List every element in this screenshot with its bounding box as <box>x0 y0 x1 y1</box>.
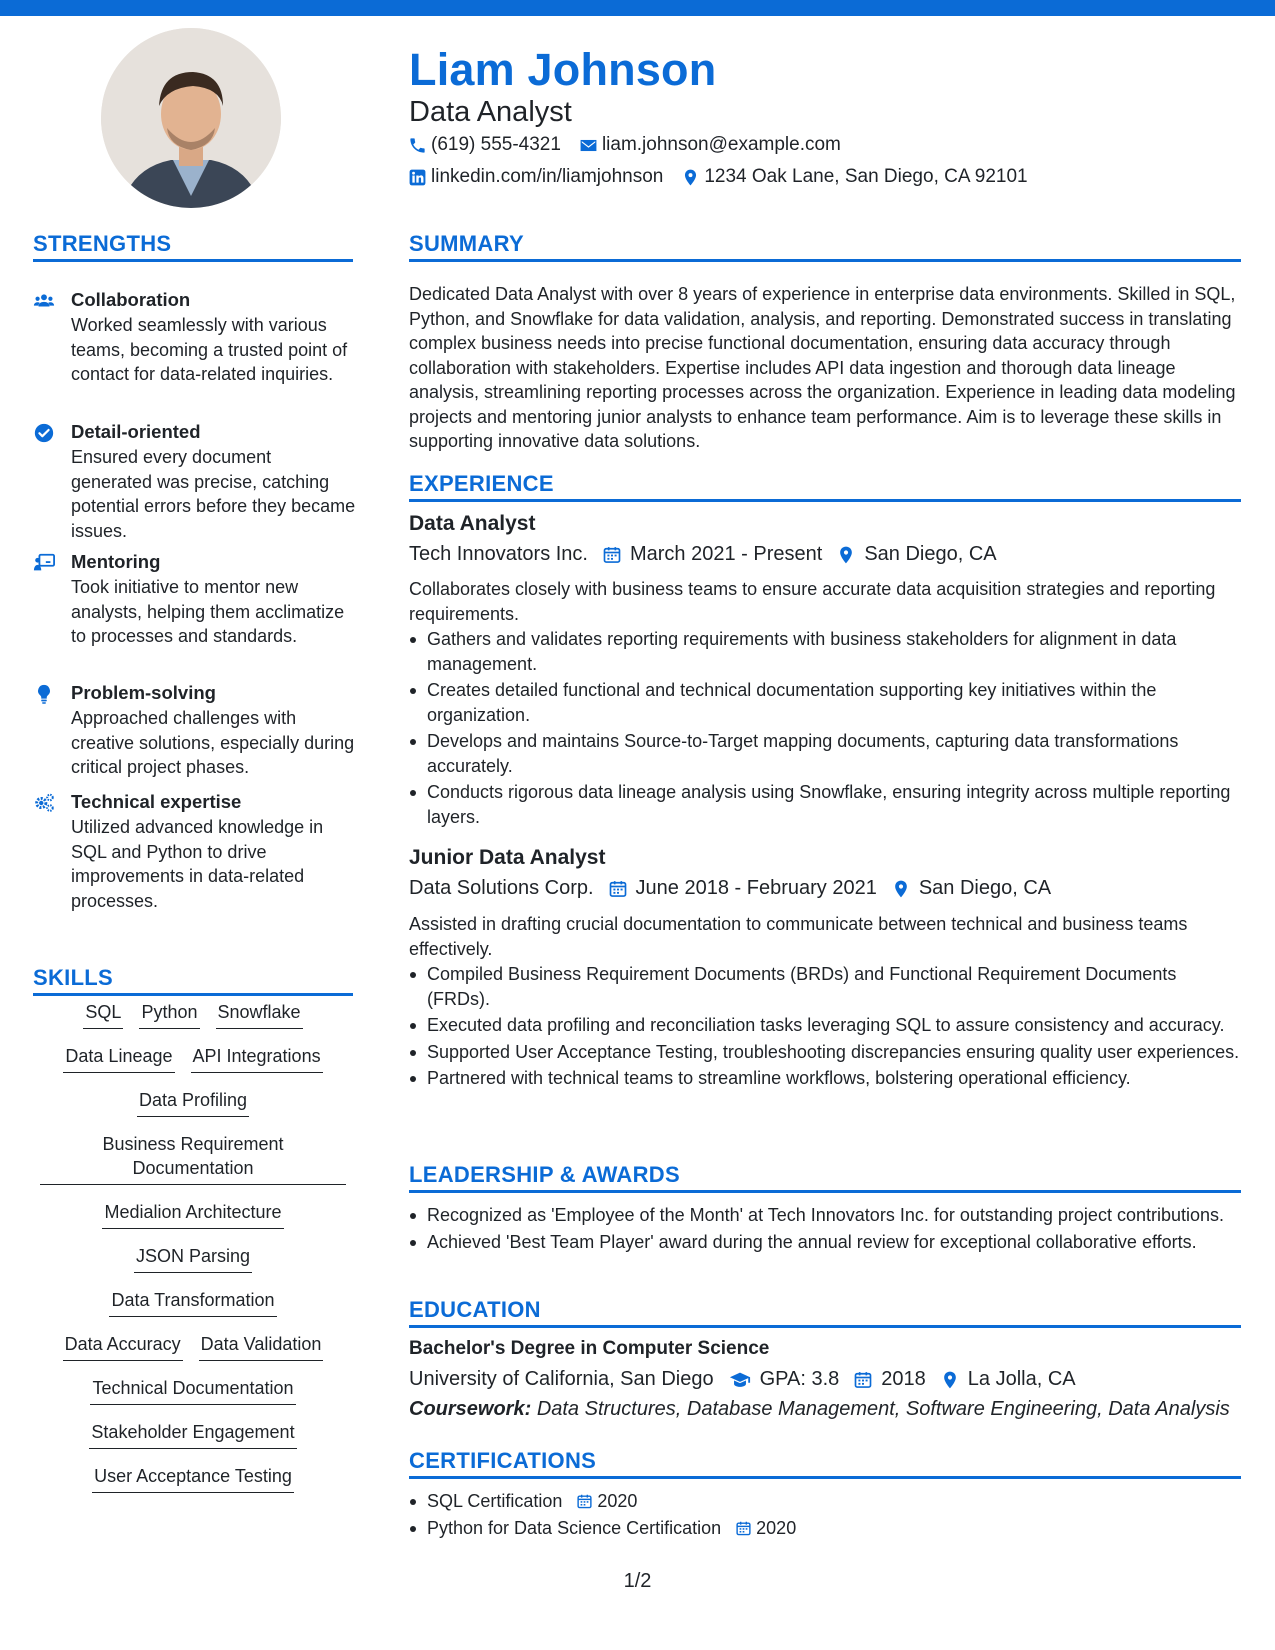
coursework-label: Coursework: <box>409 1398 532 1420</box>
strength-title: Detail-oriented <box>71 421 201 442</box>
strength-text: Took initiative to mentor new analysts, helping them acclimatize to processes and standards. <box>71 577 345 646</box>
company-name: Tech Innovators Inc. <box>409 543 588 565</box>
coursework-text: Data Structures, Database Management, Software Engineering, Data Analysis <box>536 1398 1230 1420</box>
job-bullets <box>409 627 1241 831</box>
list-item: Creates detailed functional and technical documentation supporting key initiatives within the organization. <box>409 678 1241 727</box>
calendar-icon <box>576 1493 593 1510</box>
cert-name: SQL Certification <box>427 1491 563 1511</box>
phone-icon <box>408 136 427 155</box>
address-text: 1234 Oak Lane, San Diego, CA 92101 <box>704 166 1028 187</box>
certifications-list <box>409 1488 796 1542</box>
job-description: Collaborates closely with business teams to ensure accurate data acquisition strategies and reporting requirements. <box>409 579 1216 624</box>
users-icon <box>33 290 55 312</box>
candidate-title: Data Analyst <box>409 96 572 128</box>
strength-text: Ensured every document generated was precise, catching potential errors before they became issues. <box>71 447 356 541</box>
job-bullets <box>409 962 1241 1093</box>
phone-item <box>408 134 561 156</box>
linkedin-icon <box>408 168 427 187</box>
job-meta <box>409 543 997 566</box>
address-item <box>681 166 1027 188</box>
summary-divider <box>409 259 1241 262</box>
leadership-heading: LEADERSHIP & AWARDS <box>409 1162 680 1187</box>
list-item: Executed data profiling and reconciliation tasks leveraging SQL to assure consistency and accuracy. <box>409 1013 1241 1038</box>
cert-year: 2020 <box>756 1518 797 1538</box>
list-item: Recognized as 'Employee of the Month' at Tech Innovators Inc. for outstanding project contributions. <box>409 1203 1241 1228</box>
calendar-icon <box>608 879 628 899</box>
email-text[interactable]: liam.johnson@example.com <box>601 134 841 155</box>
experience-divider <box>409 499 1241 502</box>
skill-tag: Data Accuracy <box>63 1332 183 1361</box>
location-pin-icon <box>940 1370 960 1390</box>
job-meta <box>409 877 1051 900</box>
job-location: San Diego, CA <box>918 877 1052 899</box>
skills-divider <box>33 993 353 996</box>
list-item: Supported User Acceptance Testing, troubleshooting discrepancies ensuring quality user experiences. <box>409 1040 1241 1065</box>
phone-text: (619) 555-4321 <box>431 134 561 155</box>
strength-title: Mentoring <box>71 551 161 572</box>
experience-heading: EXPERIENCE <box>409 471 554 496</box>
check-circle-icon <box>33 422 55 444</box>
contact-row-2 <box>408 166 1046 188</box>
cert-year: 2020 <box>597 1491 638 1511</box>
skills-heading: SKILLS <box>33 965 114 990</box>
location-pin-icon <box>681 168 700 187</box>
strength-title: Technical expertise <box>71 791 242 812</box>
certifications-divider <box>409 1476 1241 1479</box>
strengths-divider <box>33 259 353 262</box>
calendar-icon <box>735 1520 752 1537</box>
linkedin-text[interactable]: linkedin.com/in/liamjohnson <box>431 166 664 187</box>
skill-tag: Python <box>139 1000 199 1029</box>
leadership-list <box>409 1203 1241 1256</box>
candidate-name: Liam Johnson <box>409 44 717 95</box>
skill-tag: Business Requirement Documentation <box>40 1132 346 1185</box>
job-location: San Diego, CA <box>864 543 997 565</box>
summary-heading: SUMMARY <box>409 231 524 256</box>
skill-tag: Data Profiling <box>137 1088 249 1117</box>
email-icon <box>579 136 598 155</box>
skill-tag: API Integrations <box>191 1044 323 1073</box>
teacher-icon <box>33 552 55 574</box>
list-item: Gathers and validates reporting requirements with business stakeholders for alignment in data management. <box>409 627 1241 676</box>
list-item: Develops and maintains Source-to-Target mapping documents, capturing data transformations accurately. <box>409 729 1241 778</box>
gears-icon <box>33 792 55 814</box>
school-name: University of California, San Diego <box>409 1368 714 1390</box>
location-pin-icon <box>836 545 856 565</box>
skill-tag: Technical Documentation <box>90 1376 295 1405</box>
strength-title: Collaboration <box>71 289 191 310</box>
job-title: Junior Data Analyst <box>409 846 606 869</box>
skill-tag: Data Lineage <box>63 1044 174 1073</box>
strength-title: Problem-solving <box>71 682 216 703</box>
skill-tag: SQL <box>83 1000 123 1029</box>
job-title: Data Analyst <box>409 512 536 535</box>
list-item <box>409 1488 796 1515</box>
job-dates: March 2021 - Present <box>629 543 823 565</box>
graduation-cap-icon <box>728 1369 752 1391</box>
gpa-text: GPA: 3.8 <box>759 1368 840 1390</box>
graduation-year: 2018 <box>881 1368 926 1390</box>
list-item: Partnered with technical teams to streamline workflows, bolstering operational efficiency. <box>409 1066 1241 1091</box>
strength-text: Worked seamlessly with various teams, becoming a trusted point of contact for data-related inquiries. <box>71 315 348 384</box>
skill-tag: Snowflake <box>216 1000 303 1029</box>
list-item: Compiled Business Requirement Documents (BRDs) and Functional Requirement Documents (FRDs). <box>409 962 1241 1011</box>
strength-text: Approached challenges with creative solutions, especially during critical project phases. <box>71 708 355 777</box>
cert-name: Python for Data Science Certification <box>427 1518 722 1538</box>
list-item: Achieved 'Best Team Player' award during the annual review for exceptional collaborative efforts. <box>409 1230 1241 1255</box>
education-heading: EDUCATION <box>409 1297 541 1322</box>
skill-tag: User Acceptance Testing <box>92 1464 294 1493</box>
contact-row-1 <box>408 134 859 156</box>
skill-tag: Data Transformation <box>109 1288 276 1317</box>
calendar-icon <box>602 545 622 565</box>
job-dates: June 2018 - February 2021 <box>635 877 877 899</box>
skill-tag: Stakeholder Engagement <box>89 1420 296 1449</box>
page-number: 1/2 <box>623 1570 652 1592</box>
job-description: Assisted in drafting crucial documentation to communicate between technical and business teams effectively. <box>409 914 1188 959</box>
linkedin-item[interactable] <box>408 166 663 188</box>
coursework <box>409 1398 1230 1421</box>
leadership-divider <box>409 1190 1241 1193</box>
skills-list <box>33 1000 353 1508</box>
email-item[interactable] <box>579 134 841 156</box>
skill-tag: Medialion Architecture <box>102 1200 283 1229</box>
education-meta <box>409 1368 1076 1391</box>
degree-title: Bachelor's Degree in Computer Science <box>409 1338 770 1359</box>
summary-text: Dedicated Data Analyst with over 8 years of experience in enterprise data environments. Skilled in SQL, Python, and Snowflake for data validation, analysis, and reporting. Demonstrated success in translating complex business needs into precise functional documentation, ensuring data accuracy through collaboration with stakeholders. Expertise includes API data ingestion and thorough data lineage analysis, streamlining reporting processes across the organization. Experience in leading data modeling projects and mentoring junior analysts to enhance team performance. Aim is to leverage these skills in supporting innovative data solutions. <box>409 284 1236 451</box>
location-pin-icon <box>891 879 911 899</box>
school-location: La Jolla, CA <box>967 1368 1076 1390</box>
skill-tag: JSON Parsing <box>134 1244 252 1273</box>
strength-text: Utilized advanced knowledge in SQL and Python to drive improvements in data-related processes. <box>71 817 324 911</box>
calendar-icon <box>853 1370 873 1390</box>
company-name: Data Solutions Corp. <box>409 877 594 899</box>
profile-photo <box>101 28 281 208</box>
list-item <box>409 1515 796 1542</box>
lightbulb-icon <box>33 683 55 705</box>
top-accent-bar <box>0 0 1275 16</box>
skill-tag: Data Validation <box>199 1332 324 1361</box>
list-item: Conducts rigorous data lineage analysis using Snowflake, ensuring integrity across multiple reporting layers. <box>409 780 1241 829</box>
strengths-heading: STRENGTHS <box>33 231 172 256</box>
education-divider <box>409 1325 1241 1328</box>
certifications-heading: CERTIFICATIONS <box>409 1448 597 1473</box>
